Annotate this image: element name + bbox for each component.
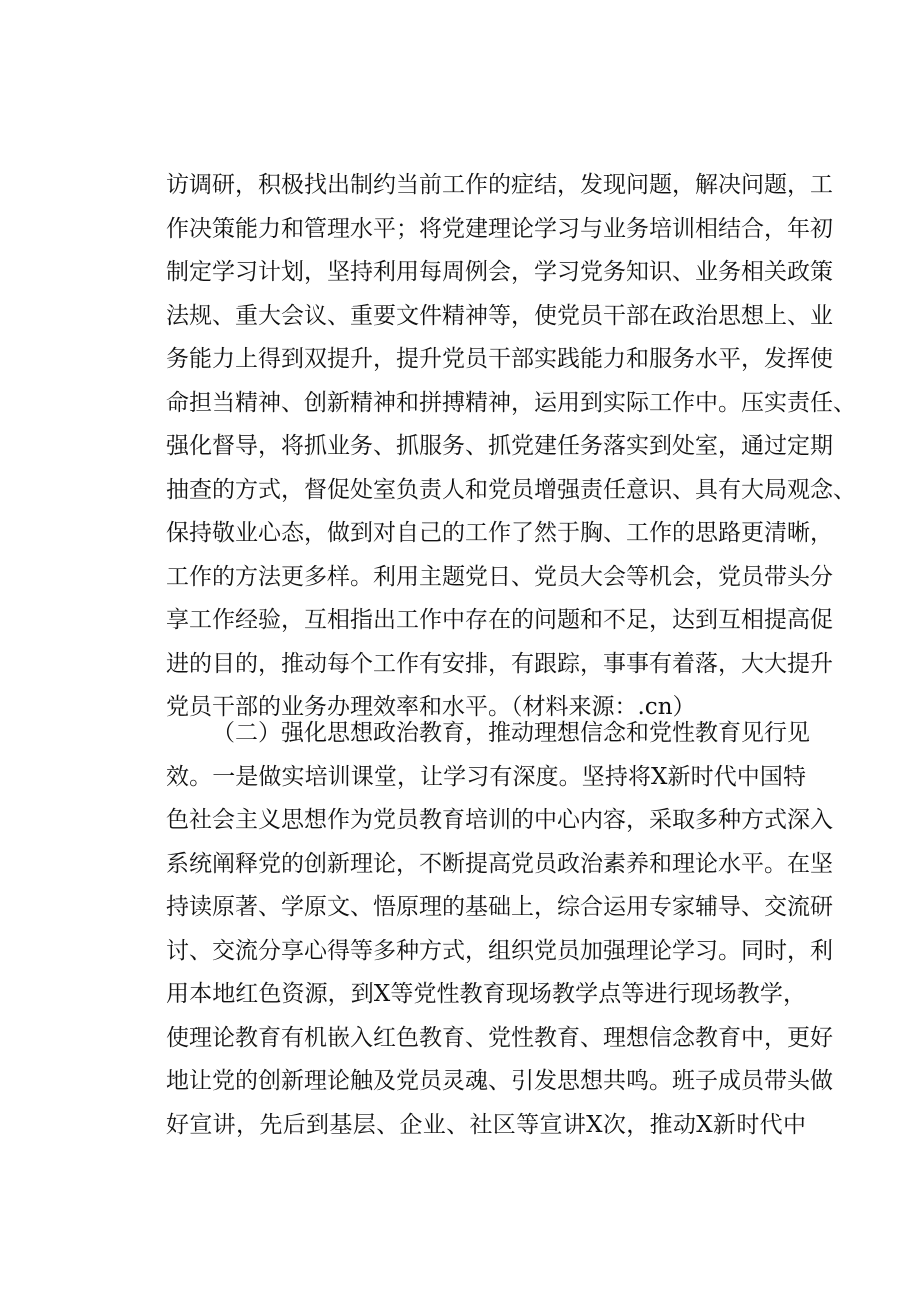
text-line: 使理论教育有机嵌入红色教育、党性教育、理想信念教育中，更好	[166, 1024, 833, 1051]
text-line: 进的目的，推动每个工作有安排，有跟踪，事事有着落，大大提升	[166, 650, 833, 677]
text-line: 系统阐释党的创新理论，不断提高党员政治素养和理论水平。在坚	[166, 850, 833, 877]
section-heading-line: （二）强化思想政治教育，推动理想信念和党性教育见行见	[212, 720, 810, 746]
text-line: 强化督导，将抓业务、抓服务、抓党建任务落实到处室，通过定期	[166, 433, 833, 459]
text-line: 制定学习计划，坚持利用每周例会，学习党务知识、业务相关政策	[166, 259, 833, 285]
text-line: 效。一是做实培训课堂，让学习有深度。坚持将X新时代中国特	[166, 763, 806, 790]
text-line: 持读原著、学原文、悟原理的基础上，综合运用专家辅导、交流研	[166, 894, 833, 920]
text-line: 享工作经验，互相指出工作中存在的问题和不足，达到互相提高促	[166, 607, 833, 633]
text-line-source-note: 党员干部的业务办理效率和水平。（材料来源：.cn）	[166, 694, 696, 720]
text-line: 访调研，积极找出制约当前工作的症结，发现问题，解决问题，工	[166, 172, 833, 198]
text-line: 讨、交流分享心得等多种方式，组织党员加强理论学习。同时，利	[166, 937, 833, 964]
text-line: 好宣讲，先后到基层、企业、社区等宣讲X次，推动X新时代中	[166, 1111, 806, 1138]
paragraph-section-two	[166, 712, 833, 1147]
paragraph-work-measures	[166, 164, 856, 730]
text-line: 作决策能力和管理水平；将党建理论学习与业务培训相结合，年初	[166, 215, 833, 242]
text-line: 用本地红色资源，到X等党性教育现场教学点等进行现场教学，	[166, 981, 806, 1007]
text-line: 务能力上得到双提升，提升党员干部实践能力和服务水平，发挥使	[166, 346, 833, 372]
text-line: 命担当精神、创新精神和拼搏精神，运用到实际工作中。压实责任、	[166, 389, 856, 416]
text-line: 地让党的创新理论触及党员灵魂、引发思想共鸣。班子成员带头做	[166, 1068, 833, 1094]
text-line: 工作的方法更多样。利用主题党日、党员大会等机会，党员带头分	[166, 563, 833, 590]
text-line: 色社会主义思想作为党员教育培训的中心内容，采取多种方式深入	[166, 807, 833, 833]
text-line: 法规、重大会议、重要文件精神等，使党员干部在政治思想上、业	[166, 302, 833, 329]
text-line: 保持敬业心态，做到对自己的工作了然于胸、工作的思路更清晰，	[166, 520, 833, 546]
text-line: 抽查的方式，督促处室负责人和党员增强责任意识、具有大局观念、	[166, 476, 856, 503]
